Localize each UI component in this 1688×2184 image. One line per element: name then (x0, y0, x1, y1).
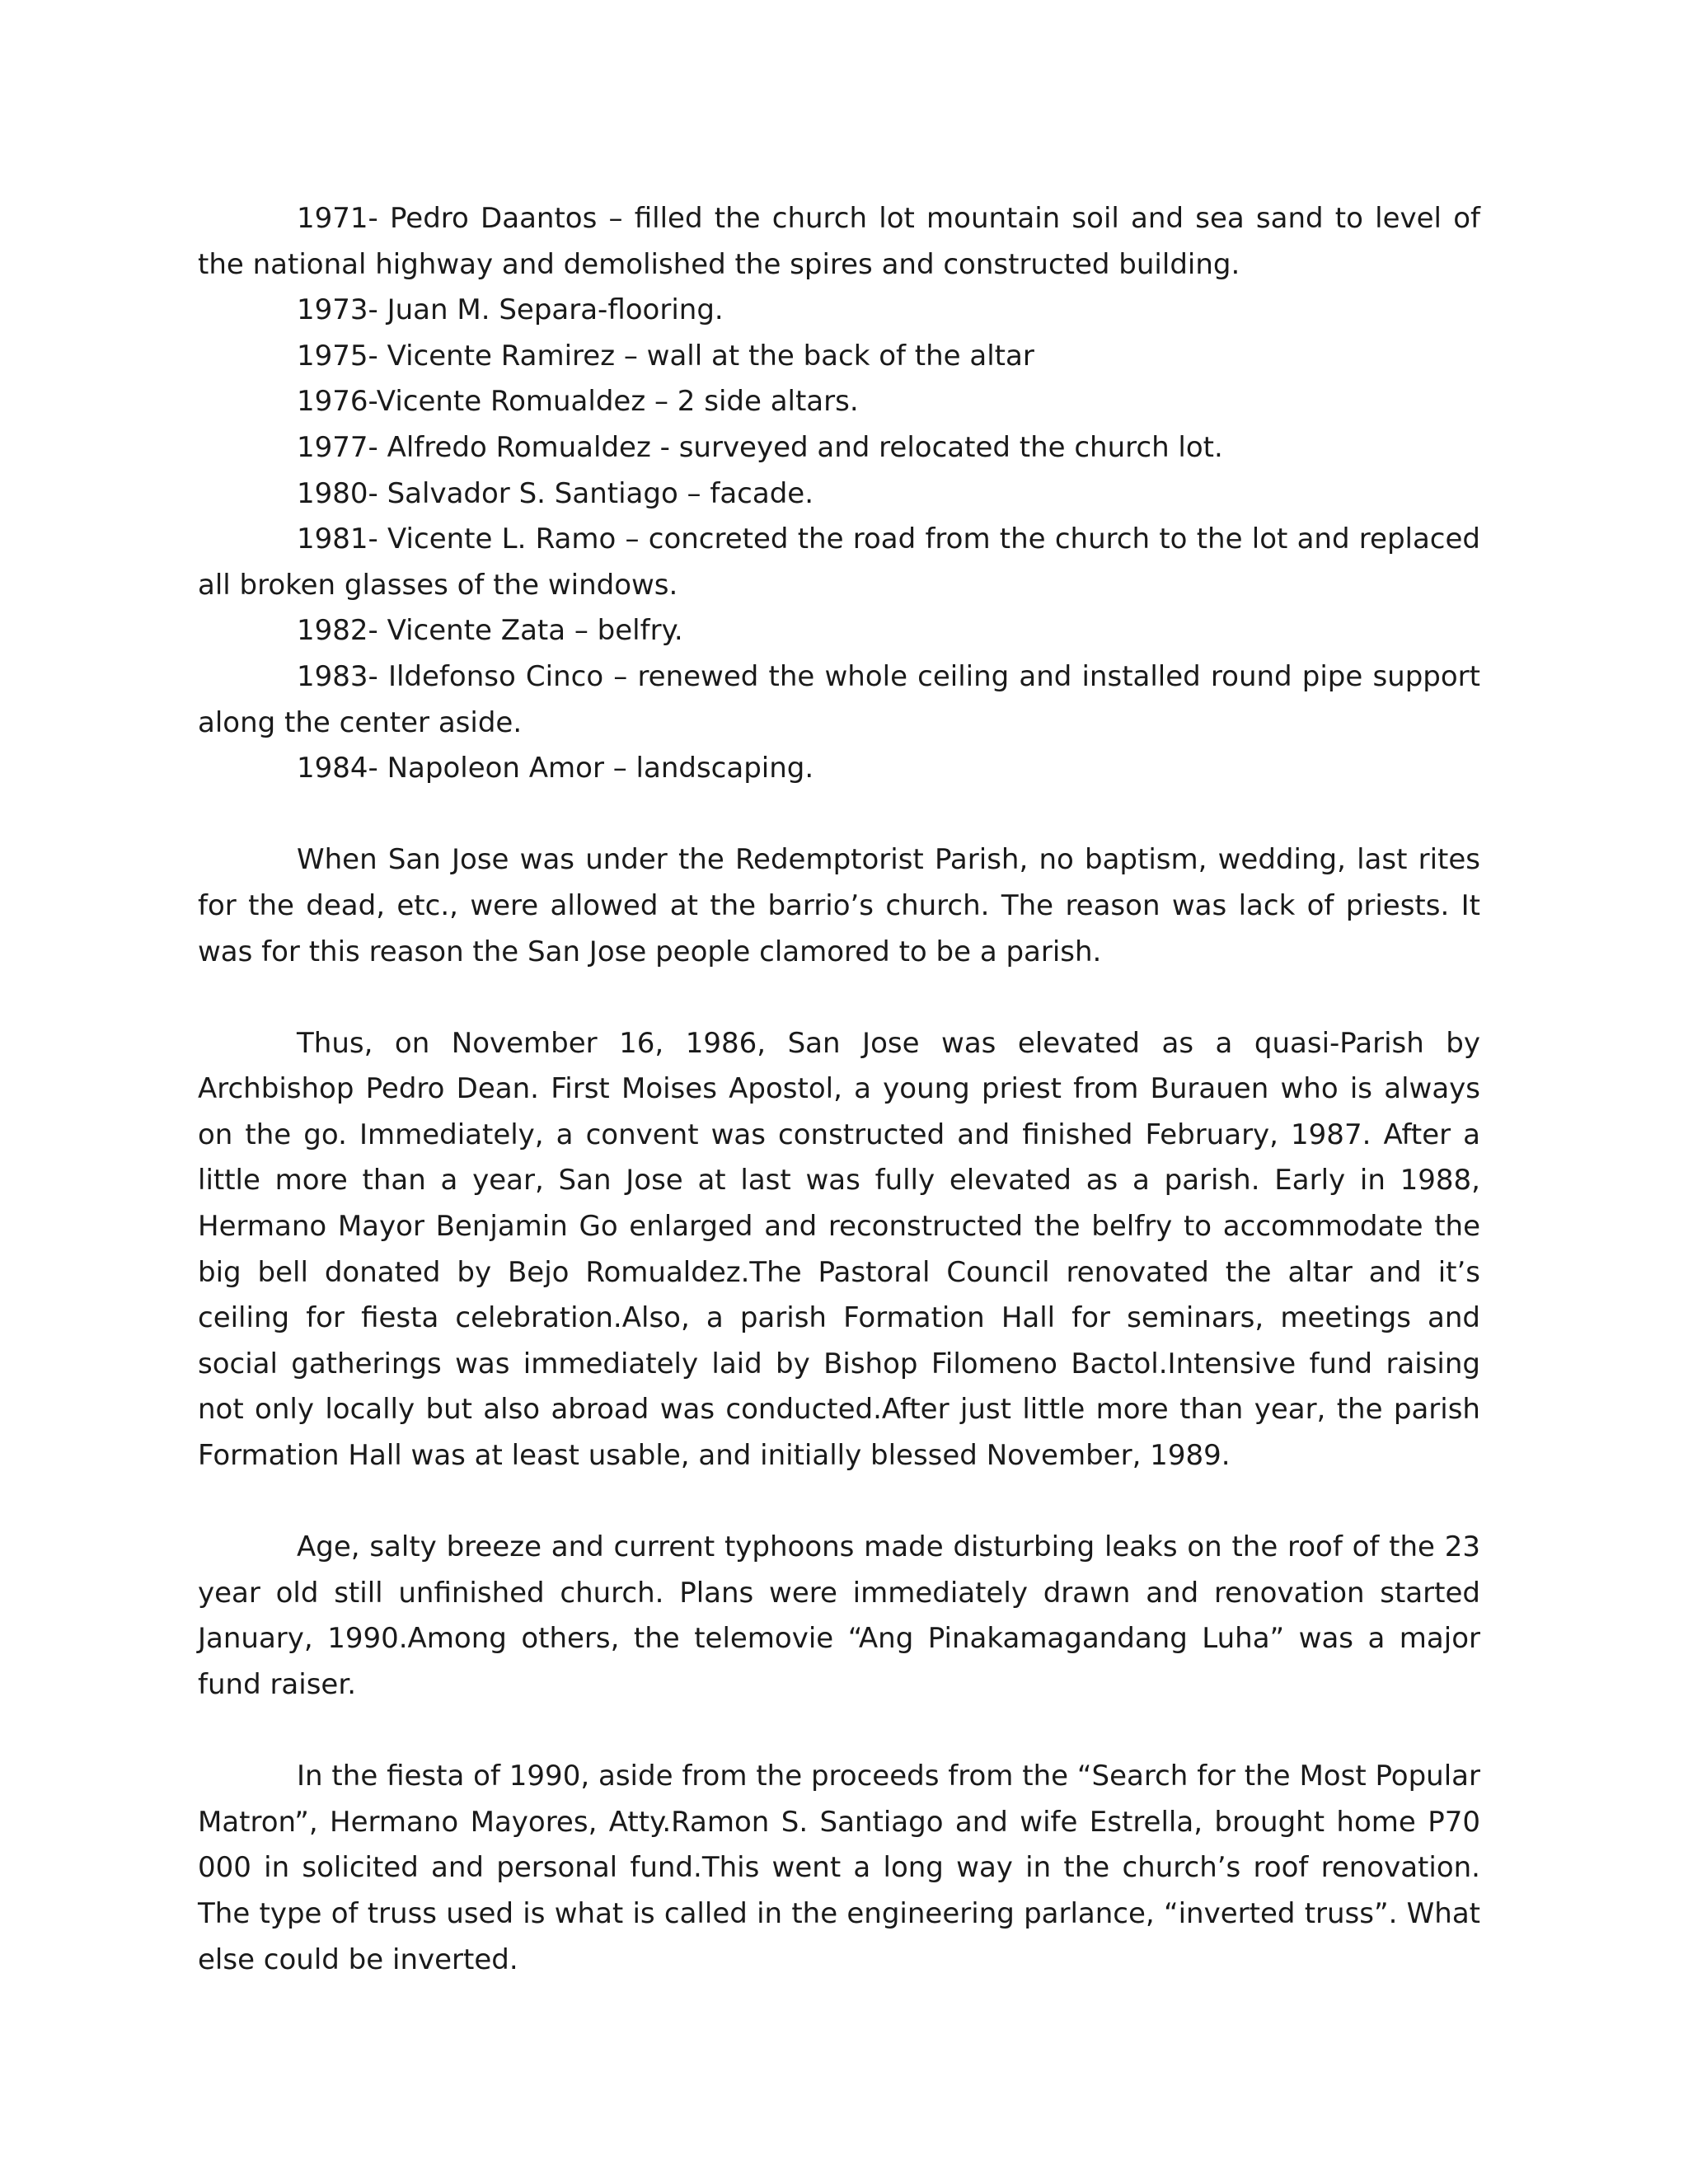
paragraph-spacer (198, 1479, 1480, 1526)
paragraph-spacer (198, 975, 1480, 1021)
paragraph-redemptorist: When San Jose was under the Redemptorist Parish, no baptism, wedding, last rites for the dead, etc., were allowed at the barrio’s church. The reason was lack of priests. It was for this reason the San Jose people clamored to be a parish. (198, 843, 1480, 968)
timeline-entry-1983: 1983- Ildefonso Cinco – renewed the whole ceiling and installed round pipe support along the center aside. (198, 659, 1480, 739)
paragraph-quasi-parish: Thus, on November 16, 1986, San Jose was elevated as a quasi-Parish by Archbishop Pedro Dean. First Moises Apostol, a young priest from Burauen who is always on the go. Immediately, a convent was constructed and finished February, 1987. After a little more than a year, San Jose at last was fully elevated as a parish. Early in 1988, Hermano Mayor Benjamin Go enlarged and reconstructed the belfry to accommodate the big bell donated by Bejo Romualdez.The Pastoral Council renovated the altar and it’s ceiling for fiesta celebration.Also, a parish Formation Hall for seminars, meetings and social gatherings was immediately laid by Bishop Filomeno Bactol.Intensive fund raising not only locally but also abroad was conducted.After just little more than year, the parish Formation Hall was at least usable, and initially blessed November, 1989. (198, 1026, 1480, 1473)
timeline-entry-1982: 1982- Vicente Zata – belfry. (297, 614, 683, 648)
paragraph-spacer (198, 792, 1480, 838)
timeline-entry-1971: 1971- Pedro Daantos – filled the church lot mountain soil and sea sand to level of the national highway and demolished the spires and constructed building. (198, 202, 1480, 281)
timeline-entry-1981: 1981- Vicente L. Ramo – concreted the road from the church to the lot and replaced all broken glasses of the windows. (198, 523, 1480, 602)
timeline-entry-1980: 1980- Salvador S. Santiago – facade. (297, 476, 814, 510)
timeline-entry-1975: 1975- Vicente Ramirez – wall at the back of the altar (297, 339, 1034, 373)
paragraph-roof-leaks: Age, salty breeze and current typhoons made disturbing leaks on the roof of the 23 year old still unfinished church. Plans were immediately drawn and renovation started January, 1990.Among others, the telemovie “Ang Pinakamagandang Luha” was a major fund raiser. (198, 1530, 1480, 1701)
timeline-entry-1976: 1976-Vicente Romualdez – 2 side altars. (297, 385, 859, 419)
timeline-entry-1984: 1984- Napoleon Amor – landscaping. (297, 752, 814, 785)
document-body (198, 196, 1480, 1983)
timeline-entry-1977: 1977- Alfredo Romualdez - surveyed and relocated the church lot. (297, 430, 1223, 464)
paragraph-spacer (198, 1708, 1480, 1755)
timeline-entry-1973: 1973- Juan M. Separa-flooring. (297, 293, 724, 327)
paragraph-fiesta-1990: In the fiesta of 1990, aside from the proceeds from the “Search for the Most Popular Matron”, Hermano Mayores, Atty.Ramon S. Santiago and wife Estrella, brought home P70 000 in solicited and personal fund.This went a long way in the church’s roof renovation. The type of truss used is what is called in the engineering parlance, “inverted truss”. What else could be inverted. (198, 1760, 1480, 1976)
